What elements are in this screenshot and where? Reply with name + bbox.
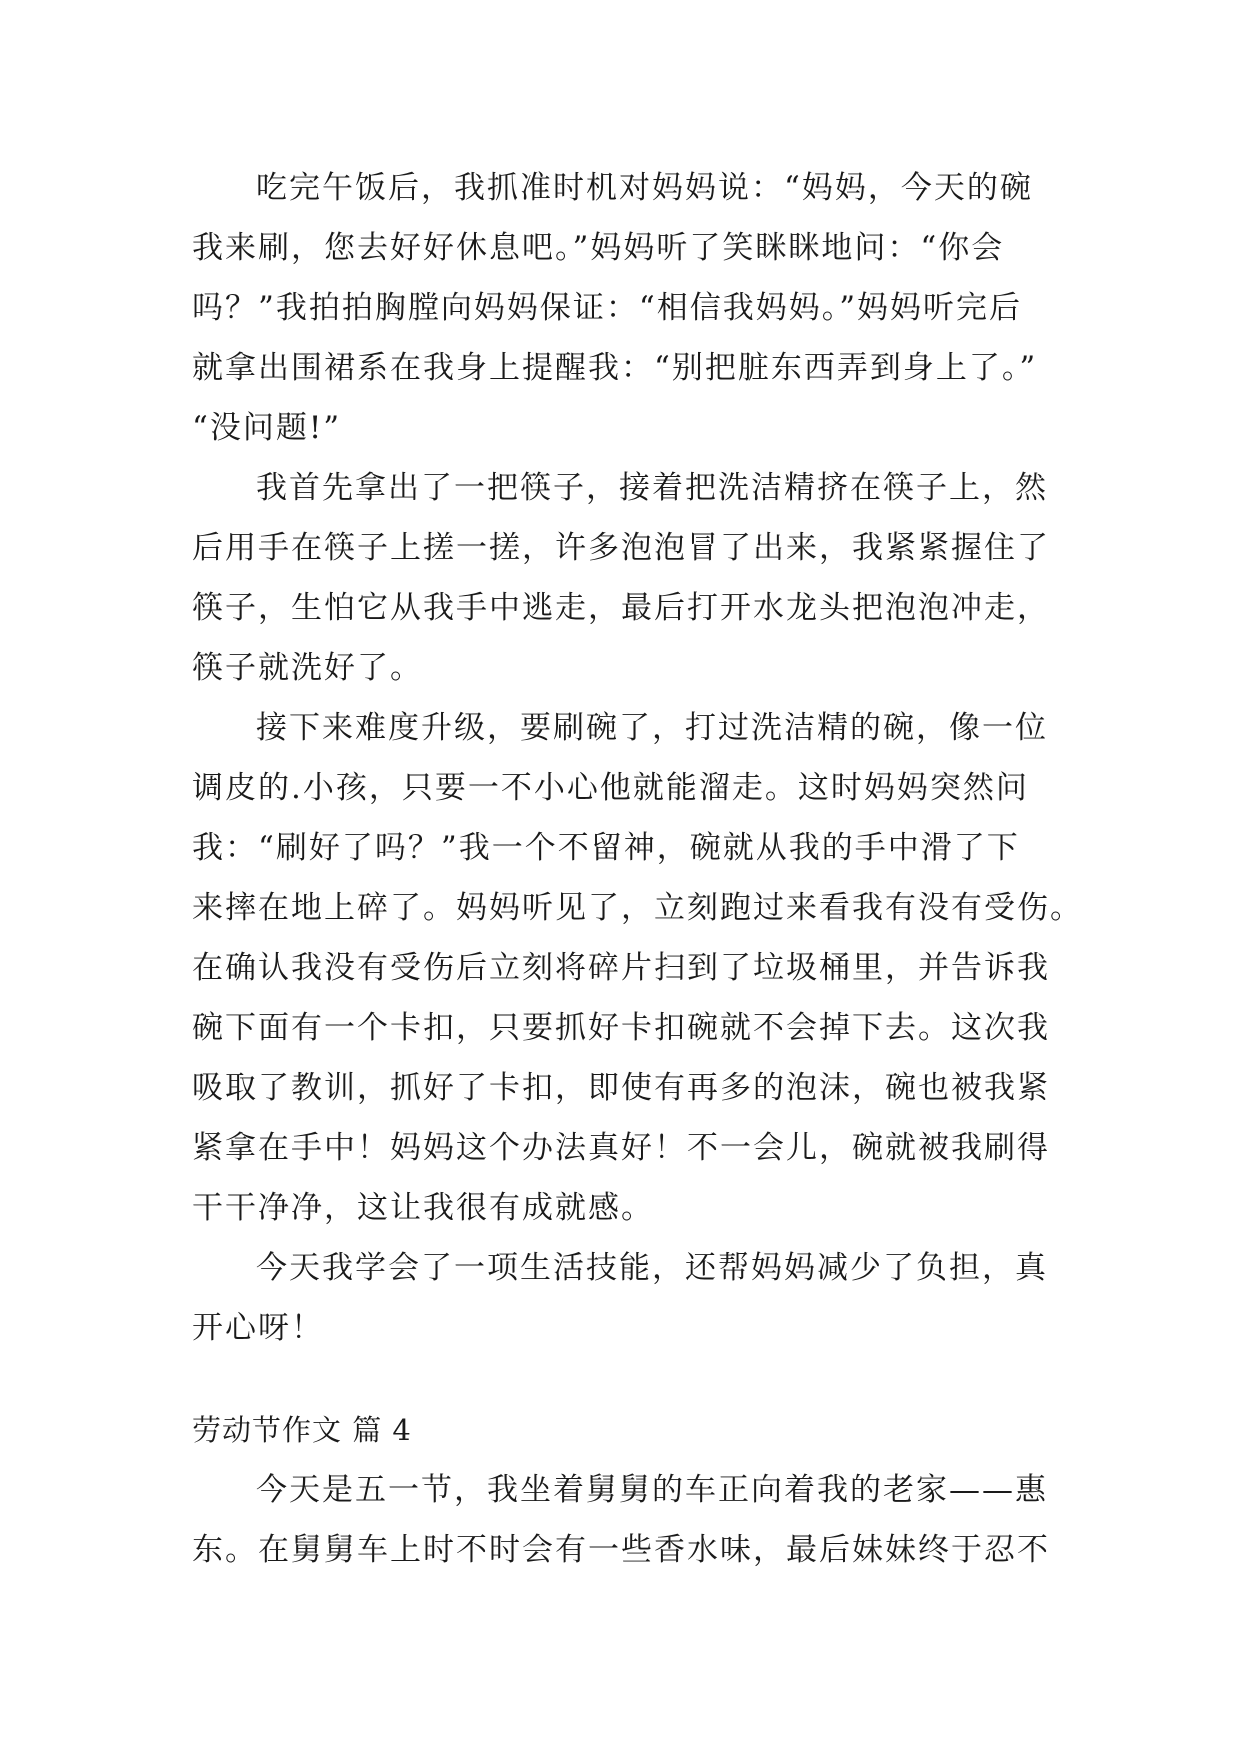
paragraph-line: 就拿出围裙系在我身上提醒我：“别把脏东西弄到身上了。” — [192, 350, 1038, 386]
paragraph-line: 后用手在筷子上搓一搓，许多泡泡冒了出来，我紧紧握住了 — [192, 530, 1050, 566]
paragraph-line: 今天我学会了一项生活技能，还帮妈妈减少了负担，真 — [256, 1250, 1048, 1286]
document-body — [192, 158, 1083, 1580]
paragraph-line: 吗？”我拍拍胸膛向妈妈保证：“相信我妈妈。”妈妈听完后 — [192, 290, 1023, 326]
paragraph-line: 接下来难度升级，要刷碗了，打过洗洁精的碗，像一位 — [256, 710, 1048, 746]
paragraph-line: 紧拿在手中！妈妈这个办法真好！不一会儿，碗就被我刷得 — [192, 1130, 1050, 1166]
paragraph-line: 开心呀！ — [192, 1310, 324, 1346]
paragraph-line: 东。在舅舅车上时不时会有一些香水味，最后妹妹终于忍不 — [192, 1532, 1050, 1568]
paragraph-line: 我来刷，您去好好休息吧。”妈妈听了笑眯眯地问：“你会 — [192, 230, 1005, 266]
paragraph-2 — [192, 458, 1052, 698]
paragraph-3 — [192, 698, 1083, 1238]
paragraph-line: 来摔在地上碎了。妈妈听见了，立刻跑过来看我有没有受伤。 — [192, 890, 1083, 926]
paragraph-line: “没问题!” — [192, 410, 342, 446]
paragraph-line: 碗下面有一个卡扣，只要抓好卡扣碗就不会掉下去。这次我 — [192, 1010, 1050, 1046]
paragraph-line: 调皮的.小孩，只要一不小心他就能溜走。这时妈妈突然问 — [192, 770, 1029, 806]
paragraph-line: 吸取了教训，抓好了卡扣，即使有再多的泡沫，碗也被我紧 — [192, 1070, 1050, 1106]
paragraph-line: 我：“刷好了吗？”我一个不留神，碗就从我的手中滑了下 — [192, 830, 1020, 866]
paragraph-4 — [192, 1238, 1052, 1358]
paragraph-line: 今天是五一节，我坐着舅舅的车正向着我的老家——惠 — [256, 1472, 1048, 1508]
paragraph-line: 在确认我没有受伤后立刻将碎片扫到了垃圾桶里，并告诉我 — [192, 950, 1050, 986]
paragraph-line: 干干净净，这让我很有成就感。 — [192, 1190, 654, 1226]
paragraph-line: 我首先拿出了一把筷子，接着把洗洁精挤在筷子上，然 — [256, 470, 1048, 506]
section-heading: 劳动节作文 篇 4 — [192, 1413, 412, 1447]
paragraph-1 — [192, 158, 1052, 458]
paragraph-5 — [192, 1460, 1052, 1580]
paragraph-line: 筷子，生怕它从我手中逃走，最后打开水龙头把泡泡冲走， — [192, 590, 1050, 626]
paragraph-line: 筷子就洗好了。 — [192, 650, 423, 686]
paragraph-line: 吃完午饭后，我抓准时机对妈妈说：“妈妈，今天的碗 — [256, 170, 1033, 206]
